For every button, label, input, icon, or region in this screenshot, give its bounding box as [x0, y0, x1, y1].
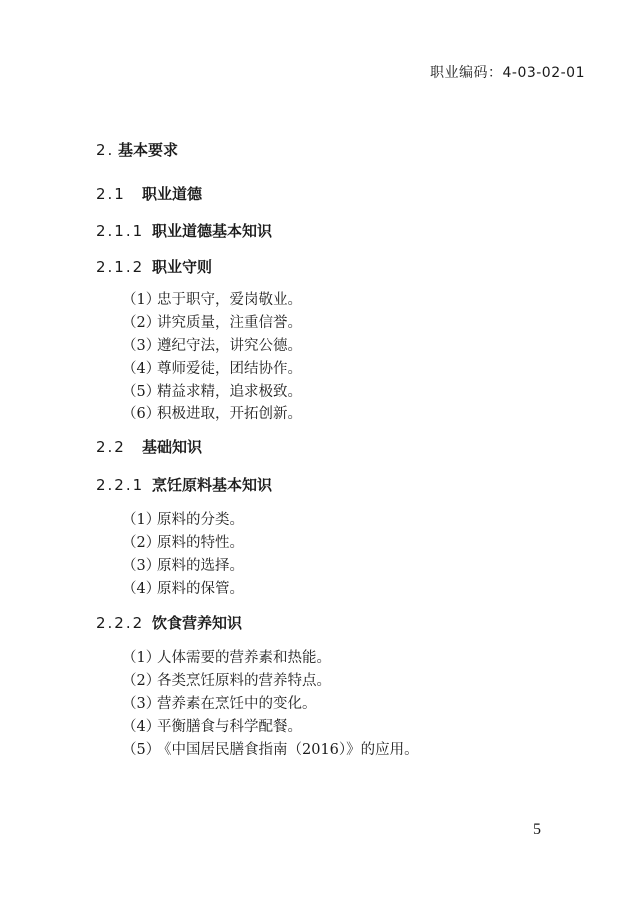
list-item	[122, 311, 302, 332]
section-title: 职业道德基本知识	[152, 222, 273, 240]
list-item-number: （5）	[122, 742, 161, 758]
list-item	[122, 357, 302, 378]
list-item-text: 平衡膳食与科学配餐。	[157, 719, 302, 735]
list-item-number: （2）	[122, 673, 161, 689]
list-item-number: （4）	[122, 719, 161, 735]
section-number: 2.	[96, 141, 115, 159]
list-item-text: 讲究质量，注重信誉。	[157, 315, 302, 331]
section-number: 2.1.2	[96, 258, 145, 276]
section-title: 职业守则	[152, 258, 213, 276]
section-heading-2-2-2	[96, 612, 242, 633]
list-item	[122, 715, 302, 736]
list-item-number: （5）	[122, 384, 161, 400]
list-item-text: 人体需要的营养素和热能。	[157, 650, 331, 666]
list-item-number: （1）	[122, 512, 161, 528]
list-item	[122, 577, 244, 598]
list-item-number: （3）	[122, 696, 161, 712]
list-item-number: （3）	[122, 338, 161, 354]
list-item	[122, 738, 419, 759]
section-number: 2.1.1	[96, 222, 145, 240]
list-item	[122, 669, 331, 690]
section-number: 2.1	[96, 185, 126, 203]
section-heading-2-1-1	[96, 220, 272, 241]
section-number: 2.2.1	[96, 476, 145, 494]
list-item-text: 遵纪守法，讲究公德。	[157, 338, 302, 354]
section-heading-2-2	[96, 436, 202, 457]
section-title: 烹饪原料基本知识	[152, 476, 273, 494]
list-item	[122, 531, 244, 552]
list-item-number: （4）	[122, 361, 161, 377]
section-heading-2	[96, 139, 178, 160]
section-number: 2.2.2	[96, 614, 145, 632]
list-item	[122, 402, 302, 423]
section-heading-2-1-2	[96, 256, 212, 277]
list-item-number: （4）	[122, 581, 161, 597]
list-item-number: （3）	[122, 558, 161, 574]
list-item-number: （2）	[122, 315, 161, 331]
list-item	[122, 646, 331, 667]
section-title: 基础知识	[142, 438, 203, 456]
list-item-number: （6）	[122, 406, 161, 422]
section-title: 基本要求	[118, 141, 179, 159]
section-heading-2-2-1	[96, 474, 272, 495]
list-item	[122, 508, 244, 529]
list-item	[122, 288, 302, 309]
list-item-text: 原料的特性。	[157, 535, 244, 551]
list-item-number: （2）	[122, 535, 161, 551]
list-item-text: 各类烹饪原料的营养特点。	[157, 673, 331, 689]
page-number: 5	[533, 821, 541, 838]
section-title: 职业道德	[142, 185, 203, 203]
list-item-text: 忠于职守，爱岗敬业。	[157, 292, 302, 308]
list-item-text: 《中国居民膳食指南（2016）》的应用。	[157, 742, 419, 758]
list-item-text: 精益求精，追求极致。	[157, 384, 302, 400]
list-item-text: 原料的保管。	[157, 581, 244, 597]
list-item	[122, 380, 302, 401]
section-title: 饮食营养知识	[152, 614, 243, 632]
list-item-number: （1）	[122, 292, 161, 308]
list-item-text: 原料的选择。	[157, 558, 244, 574]
list-item-text: 营养素在烹饪中的变化。	[157, 696, 317, 712]
list-item-text: 尊师爱徒，团结协作。	[157, 361, 302, 377]
list-item	[122, 334, 302, 355]
occupation-code: 职业编码：4-03-02-01	[429, 65, 585, 81]
section-heading-2-1	[96, 183, 202, 204]
list-item-text: 原料的分类。	[157, 512, 244, 528]
list-item-number: （1）	[122, 650, 161, 666]
section-number: 2.2	[96, 438, 126, 456]
list-item	[122, 554, 244, 575]
list-item-text: 积极进取，开拓创新。	[157, 406, 302, 422]
list-item	[122, 692, 317, 713]
